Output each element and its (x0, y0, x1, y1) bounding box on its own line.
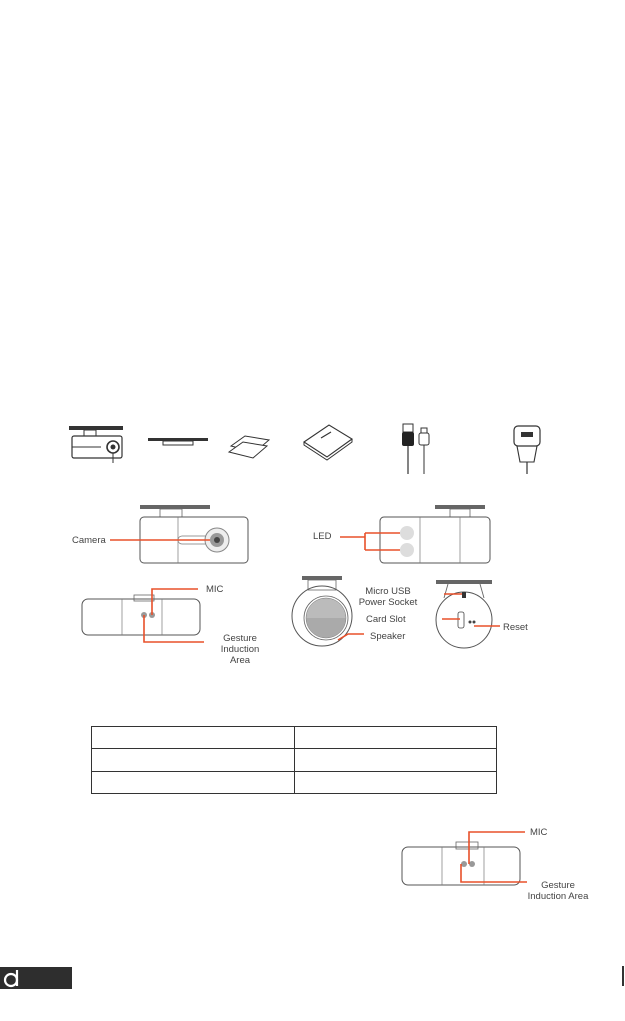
mount-plate-icon (148, 437, 208, 451)
gesture-area-label: Gesture Induction Area (220, 633, 260, 666)
led-label: LED (313, 531, 332, 542)
manual-booklet-icon (301, 420, 355, 462)
camera-pointer-line (108, 530, 228, 550)
table-cell (294, 748, 497, 772)
table-cell (91, 726, 295, 749)
dashcam-with-mount-icon (66, 425, 128, 465)
car-charger-icon (510, 424, 546, 476)
spec-table (91, 726, 497, 794)
usb-cable-icon (397, 422, 437, 478)
lower-pointer-lines (455, 826, 535, 890)
table-cell (294, 771, 497, 794)
speaker-label: Speaker (370, 631, 406, 642)
table-cell (91, 748, 295, 772)
adhesive-pads-icon (227, 430, 275, 460)
card-slot-label: Card Slot (366, 614, 406, 625)
led-pointer-lines (340, 525, 420, 565)
brand-logo (0, 967, 24, 989)
lower-mic-label: MIC (530, 827, 548, 838)
mic-label: MIC (206, 584, 224, 595)
table-cell (294, 726, 497, 749)
micro-usb-label: Micro USB Power Socket (358, 586, 418, 608)
page-edge-mark (622, 966, 624, 986)
brand-logo-icon (0, 967, 24, 989)
reset-label: Reset (503, 622, 528, 633)
lower-gesture-area-label: Gesture Induction Area (527, 880, 589, 902)
camera-label: Camera (72, 535, 106, 546)
table-cell (91, 771, 295, 794)
